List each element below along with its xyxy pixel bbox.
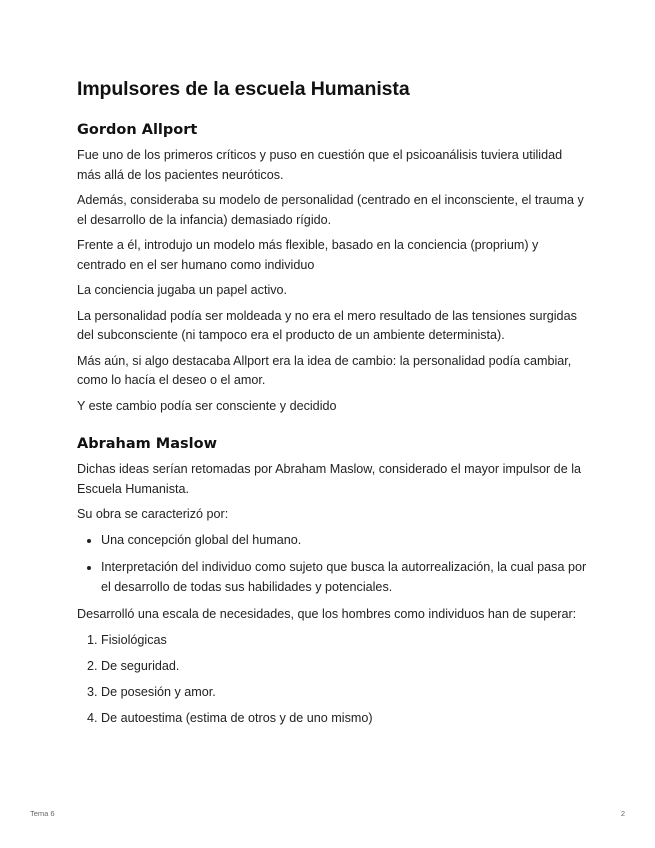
section-heading-allport: Gordon Allport [77, 122, 198, 138]
paragraph: Frente a él, introdujo un modelo más flexible, basado en la conciencia (proprium) y centrado en el ser humano como individuo [77, 238, 539, 272]
paragraph: Desarrolló una escala de necesidades, que los hombres como individuos han de superar: [77, 607, 577, 621]
document-page [77, 76, 587, 735]
paragraph: Fue uno de los primeros críticos y puso en cuestión que el psicoanálisis tuviera utilidad más allá de los pacientes neuróticos. [77, 148, 563, 182]
footer-chapter: Tema 6 [30, 809, 55, 818]
list-item: 1. Fisiológicas [101, 631, 587, 651]
numbered-list [77, 631, 587, 729]
list-item: 3. De posesión y amor. [101, 683, 587, 703]
paragraph: La personalidad podía ser moldeada y no era el mero resultado de las tensiones surgidas del subconsciente (ni tampoco era el producto de un ambiente determinista). [77, 308, 577, 342]
bullet-list [77, 531, 587, 598]
list-item: 4. De autoestima (estima de otros y de uno mismo) [101, 709, 587, 729]
paragraph: Dichas ideas serían retomadas por Abraham Maslow, considerado el mayor impulsor de la Escuela Humanista. [77, 462, 581, 496]
paragraph: Más aún, si algo destacaba Allport era la idea de cambio: la personalidad podía cambiar, como lo hacía el deseo o el amor. [77, 353, 572, 387]
paragraph: La conciencia jugaba un papel activo. [77, 283, 288, 297]
section-heading-maslow: Abraham Maslow [77, 436, 217, 452]
page-title: Impulsores de la escuela Humanista [77, 78, 410, 100]
list-item: • Interpretación del individuo como sujeto que busca la autorrealización, la cual pasa por el desarrollo de todas sus habilidades y potenciales. [101, 558, 587, 597]
list-item: 2. De seguridad. [101, 657, 587, 677]
page-number: 2 [620, 809, 625, 818]
paragraph: Y este cambio podía ser consciente y decidido [77, 398, 337, 413]
list-item: • Una concepción global del humano. [101, 531, 587, 551]
paragraph: Su obra se caracterizó por: [77, 507, 229, 521]
paragraph: Además, consideraba su modelo de personalidad (centrado en el inconsciente, el trauma y el desarrollo de la infancia) demasiado rígido. [77, 193, 584, 227]
